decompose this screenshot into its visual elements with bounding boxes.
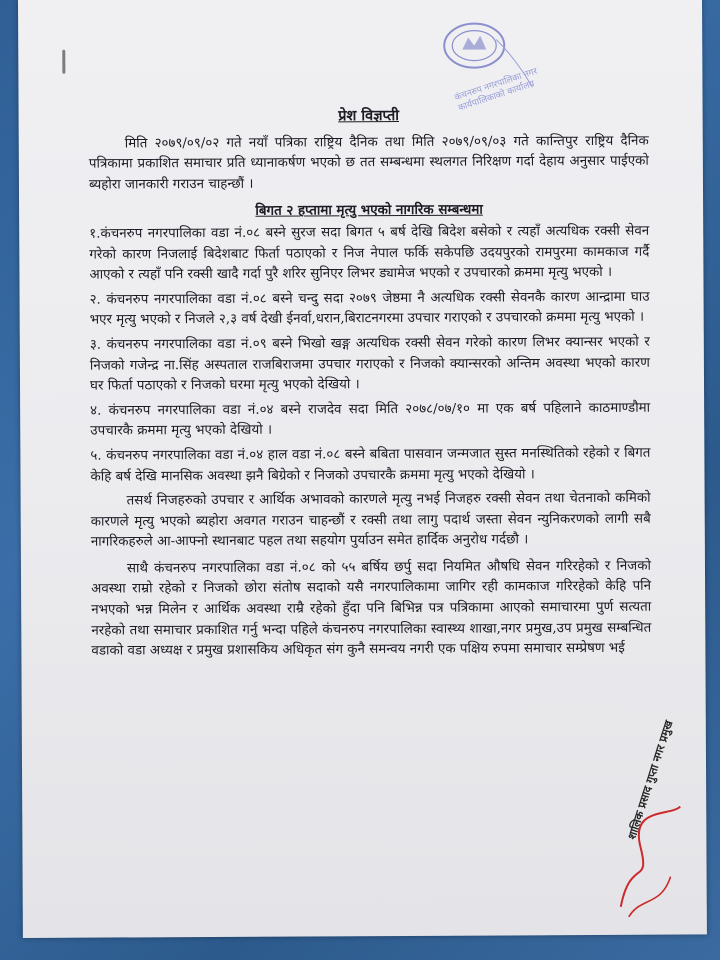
signature-scribble-icon [610,796,707,927]
section-heading: बिगत २ हप्तामा मृत्यु भएको नागरिक सम्बन्धमा [255,201,483,220]
clarification-paragraph: साथै कंचनरुप नगरपालिका वडा नं.०८ को ५५ बर्षिय छर्पु सदा नियमित औषधि सेवन गरिरहेको र निजको अवस्था राम्रो रहेको र निजको छोरा संतोष सदाको यसै नगरपालिकामा जागिर रही कामकाज गरिरहेको केहि पनि नभएको भन्न मिलेन र आर्थिक अवस्था राम्रै रहेको हुँदा पनि बिभिन्न पत्र पत्रिकामा आएको समाचारमा पुर्ण सत्यता नरहेको तथा समाचार प्रकाशित गर्नु भन्दा पहिले कंचनरुप नगरपालिका स्वास्थ्य शाखा,नगर प्रमुख,उप प्रमुख सम्बन्धित वडाको वडा अध्यक्ष र प्रमुख प्रशासकिय अधिकृत संग कुनै समन्वय नगरी एक पक्षिय रुपमा समाचार सम्प्रेषण भई [91,558,652,659]
list-item: ४. कंचनरुप नगरपालिका वडा नं.०४ बस्ने राजदेव सदा मिति २०७८/०७/१० मा एक बर्ष पहिलाने काठमाण्डौमा उपचारकै क्रममा मृत्यु भएको देखियो । [90,400,651,439]
document-page [18,0,707,938]
signature-text: शालिक प्रसाद गुप्ता नगर प्रमुख [625,718,676,842]
list-item: ५. कंचनरुप नगरपालिका वडा नं.०४ हाल वडा नं.०८ बस्ने बबिता पासवान जन्मजात सुस्त मनस्थितिको रहेको र बिगत केहि बर्ष देखि मानसिक अवस्था झनै बिग्रेको र निजको उपचारकै क्रममा मृत्यु भएको देखियो । [90,445,651,485]
signature-block [610,718,707,927]
intro-paragraph: मिति २०७९/०९/०२ गते नयाँ पत्रिका राष्ट्रिय दैनिक तथा मिति २०७९/०९/०३ गते कान्तिपुर राष्ट्रिय दैनिक पत्रिकामा प्रकाशित समाचार प्रति ध्यानाकर्षण भएको छ तत सम्बन्धमा स्थलगत निरिक्षण गर्दा देहाय अनुसार पाईएको ब्यहोरा जानकारी गराउन चाहन्छौं । [88,133,649,193]
pin-mark [62,50,65,74]
list-item: १.कंचनरुप नगरपालिका वडा नं.०८ बस्ने सुरज सदा बिगत ५ बर्ष देखि बिदेश बसेको र त्यहाँ अत्यधिक रक्सी सेवन गरेको कारण निजलाई बिदेशबाट फिर्ता पठाएको र निज नेपाल फर्कि सकेपछि उदयपुरको रामपुरमा कामकाज गर्दै आएको र त्यहाँ पनि रक्सी खादै गर्दा पुरै शरिर सुनिएर लिभर ड्यामेज भएको र उपचारको क्रममा मृत्यु भएको । [89,223,650,283]
stamp-text: कंचनरुप नगरपालिका नगर कार्यपालिकाको कार्यालय [453,66,539,114]
list-item: ३. कंचनरुप नगरपालिका वडा नं.०९ बस्ने भिखो खङ्ग अत्यधिक रक्सी सेवन गरेको कारण लिभर क्यान्सर भएको र निजको गजेन्द्र ना.सिंह अस्पताल राजबिराजमा उपचार गराएको र निजको क्यान्सरको अन्तिम अवस्था भएको कारण घर फिर्ता पठाएको र निजको घरमा मृत्यु भएको देखियो । [89,334,650,394]
list-item: २. कंचनरुप नगरपालिका वडा नं.०८ बस्ने चन्दु सदा २०७९ जेष्ठमा नै अत्यधिक रक्सी सेवनकै कारण आन्द्रामा घाउ भएर मृत्यु भएको र निजले २,३ वर्ष देखी ईनर्वा,धरान,बिराटनगरमा उपचार गराएको र उपचारको क्रममा मृत्यु भएको । [89,289,650,328]
document-title: प्रेश विज्ञप्ती [338,107,400,125]
press-release-body [89,105,652,669]
appeal-paragraph: तसर्थ निजहरुको उपचार र आर्थिक अभावको कारणले मृत्यु नभई निजहरु रक्सी सेवन तथा चेतनाको कमिको कारणले मृत्यु भएको ब्यहोरा अवगत गराउन चाहन्छौं र रक्सी तथा लागु पदार्थ जस्ता सेवन न्युनिकरणको लागी सबै नागरिकहरुले आ-आफ्नो स्थानबाट पहल तथा सहयोग पुर्याउन समेत हार्दिक अनुरोध गर्दछौ । [90,490,651,550]
office-stamp [436,19,546,114]
